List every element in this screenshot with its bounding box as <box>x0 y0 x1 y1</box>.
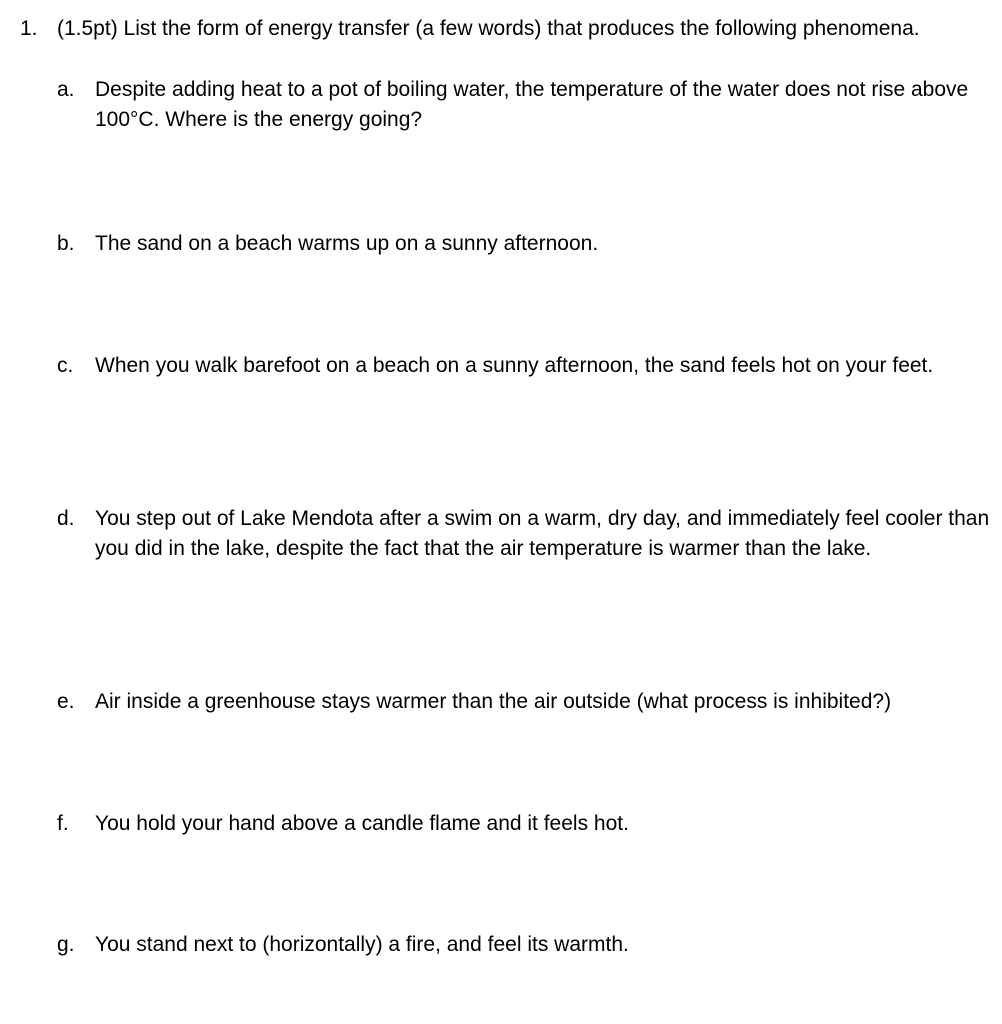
part-a-text: Despite adding heat to a pot of boiling water, the temperature of the water does not rise above 100°C. Where is the energy going? <box>95 78 969 131</box>
part-d <box>57 504 997 564</box>
part-c <box>57 351 997 381</box>
part-d-letter: d. <box>57 507 75 530</box>
part-g-text: You stand next to (horizontally) a fire, and feel its warmth. <box>95 933 629 956</box>
part-b-text: The sand on a beach warms up on a sunny afternoon. <box>95 232 599 255</box>
part-b <box>57 229 997 259</box>
question-stem: (1.5pt) List the form of energy transfer (a few words) that produces the following phenomena. <box>57 17 920 40</box>
part-e-letter: e. <box>57 690 75 713</box>
part-a-letter: a. <box>57 78 75 101</box>
part-b-letter: b. <box>57 232 75 255</box>
part-f-letter: f. <box>57 812 69 835</box>
part-f <box>57 809 997 839</box>
part-d-text: You step out of Lake Mendota after a swim on a warm, dry day, and immediately feel cooler than you did in the lake, despite the fact that the air temperature is warmer than the lake. <box>95 507 990 560</box>
part-c-letter: c. <box>57 354 74 377</box>
question-number: 1. <box>20 17 38 40</box>
part-e <box>57 687 997 717</box>
part-g <box>57 930 997 960</box>
part-g-letter: g. <box>57 933 75 956</box>
part-e-text: Air inside a greenhouse stays warmer than the air outside (what process is inhibited?) <box>95 690 892 713</box>
part-c-text: When you walk barefoot on a beach on a sunny afternoon, the sand feels hot on your feet. <box>95 354 934 377</box>
part-a <box>57 75 997 135</box>
part-f-text: You hold your hand above a candle flame and it feels hot. <box>95 812 629 835</box>
